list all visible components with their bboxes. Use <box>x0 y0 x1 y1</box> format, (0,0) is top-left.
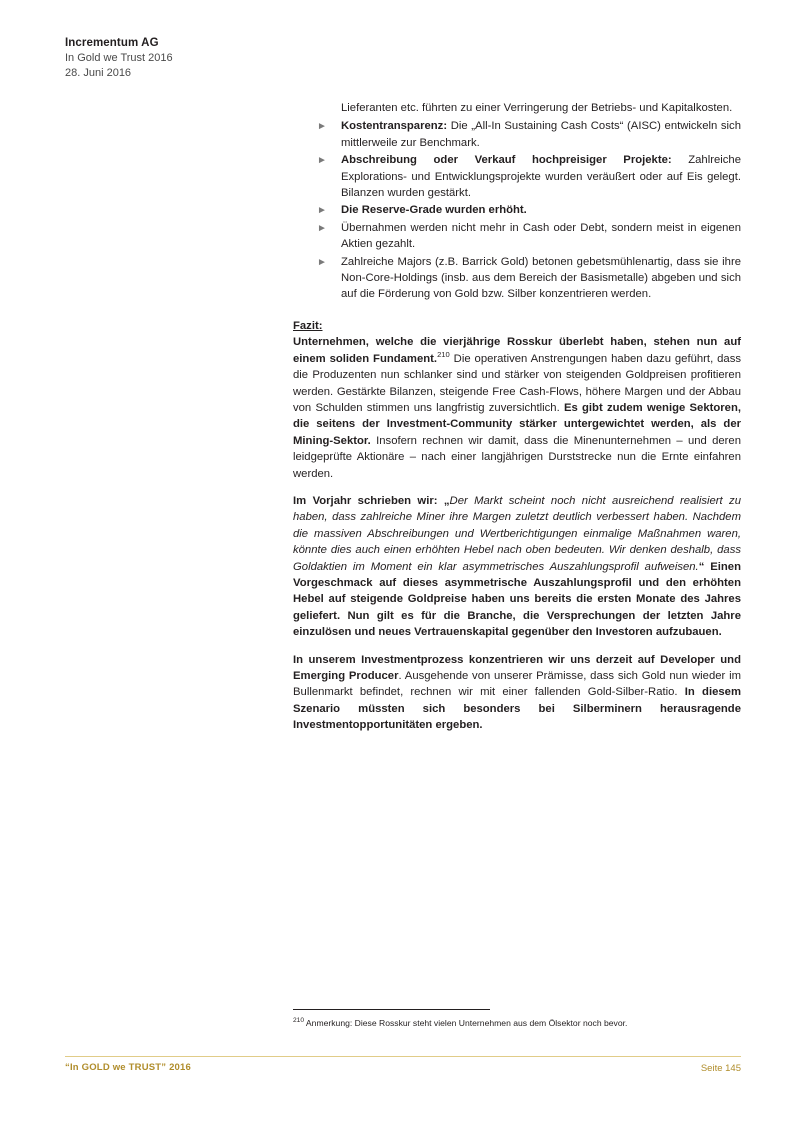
list-item <box>293 220 741 253</box>
vorjahr-quote: Der Markt scheint noch nicht ausreichend realisiert zu haben, dass zahlreiche Miner ihre Margen zuletzt deutlich verbessert haben. Nachdem die massiven Abschreibungen und Wertberichtigungen einmalige Maßnahmen waren, könnte dies auch einen erhöhten Hebel nach oben bedeuten. Wir denken deshalb, dass Goldaktien im Moment ein klar asymmetrisches Auszahlungsprofil aufweisen. <box>293 494 741 573</box>
list-item-lead: Abschreibung oder Verkauf hochpreisiger Projekte: <box>341 154 672 167</box>
fazit-paragraph <box>293 334 741 482</box>
fazit-normal-2: Insofern rechnen wir damit, dass die Minenunternehmen – und deren leidgeprüfte Aktionäre – nach einer langjährigen Durststrecke nun die Ernte einfahren werden. <box>293 434 741 480</box>
bullet-arrow-icon: ► <box>317 222 327 234</box>
spacer <box>293 482 741 493</box>
investment-normal-1: . Ausgehende von unserer Prämisse, dass sich Gold nun wieder im Bullenmarkt befindet, rechnen wir mit einer fallenden Gold-Silber-Ratio. <box>293 670 741 699</box>
spacer <box>293 304 741 318</box>
footer-divider <box>65 1056 741 1057</box>
list-item-text: Zahlreiche Explorations- und Entwicklungsprojekte wurden veräußert oder auf Eis gelegt. Bilanzen wurden gestärkt. <box>341 154 741 200</box>
vorjahr-bold-2: “ Einen Vorgeschmack auf dieses asymmetrische Auszahlungsprofil und den erhöhten Hebel auf steigende Goldpreise haben uns bereits die ersten Monate des Jahres geliefert. Nun gilt es für die Branche, die Versprechungen der letzten Jahre einzulösen und neues Vertrauenskapital gegenüber den Investoren aufzubauen. <box>293 560 741 639</box>
page-header <box>65 36 465 81</box>
footnote <box>293 1017 741 1029</box>
vorjahr-bold-lead: Im Vorjahr schrieben wir: „ <box>293 494 450 507</box>
footer-page-number: Seite 145 <box>700 1063 741 1074</box>
footnote-text: Anmerkung: Diese Rosskur steht vielen Unternehmen aus dem Ölsektor noch bevor. <box>304 1018 628 1028</box>
fazit-normal-1: Die operativen Anstrengungen haben dazu geführt, dass die Produzenten nun schlanker sind und stärker von steigenden Goldpreisen profitieren werden. Gestärkte Bilanzen, steigende Free Cash-Flows, höhere Margen und der Abbau von Schulden stimmen uns langfristig zuversichtlich. <box>293 352 741 414</box>
vorjahr-paragraph <box>293 493 741 641</box>
fazit-heading: Fazit: <box>293 319 323 332</box>
header-report-title: In Gold we Trust 2016 <box>65 52 173 64</box>
list-item <box>293 152 741 201</box>
spacer <box>293 641 741 652</box>
investment-bold-2: In diesem Szenario müssten sich besonders bei Silberminern herausragende Investmentopportunitäten ergeben. <box>293 686 741 732</box>
investment-paragraph <box>293 652 741 734</box>
list-item <box>293 254 741 303</box>
list-item-text: Die „All-In Sustaining Cash Costs“ (AISC) entwickeln sich mittlerweile zur Benchmark. <box>341 120 741 149</box>
bullet-list <box>293 118 741 302</box>
footer-title: “In GOLD we TRUST” 2016 <box>65 1062 192 1073</box>
main-content <box>293 100 741 734</box>
bullet-arrow-icon: ► <box>317 205 327 217</box>
continued-paragraph: Lieferanten etc. führten zu einer Verringerung der Betriebs- und Kapitalkosten. <box>341 102 733 114</box>
list-item-text: Zahlreiche Majors (z.B. Barrick Gold) betonen gebetsmühlenartig, dass sie ihre Non-Core-Holdings (insb. aus dem Bereich der Basismetalle) abgeben und sich auf die Förderung von Gold bzw. Silber konzentrieren werden. <box>341 255 741 301</box>
list-item-lead: Kostentransparenz: <box>341 120 448 133</box>
header-company: Incrementum AG <box>65 37 159 49</box>
list-item-lead: Die Reserve-Grade wurden erhöht. <box>341 204 527 217</box>
bullet-arrow-icon: ► <box>317 256 327 268</box>
footnote-divider <box>293 1009 490 1010</box>
fazit-bold-lead: Unternehmen, welche die vierjährige Rosskur überlebt haben, stehen nun auf einem soliden Fundament. <box>293 336 741 365</box>
list-item <box>293 118 741 151</box>
footnote-number: 210 <box>293 1017 305 1025</box>
bullet-arrow-icon: ► <box>317 155 327 167</box>
list-item <box>293 202 741 218</box>
header-date: 28. Juni 2016 <box>65 67 132 79</box>
investment-bold-lead: In unserem Investmentprozess konzentrieren wir uns derzeit auf Developer und Emerging Producer <box>293 653 741 682</box>
fazit-bold-2: Es gibt zudem wenige Sektoren, die seitens der Investment-Community stärker untergewichtet werden, als der Mining-Sektor. <box>293 401 741 447</box>
list-item-text: Übernahmen werden nicht mehr in Cash oder Debt, sondern meist in eigenen Aktien gezahlt. <box>341 221 741 251</box>
footnote-reference: 210 <box>437 349 450 359</box>
bullet-arrow-icon: ► <box>317 121 327 133</box>
